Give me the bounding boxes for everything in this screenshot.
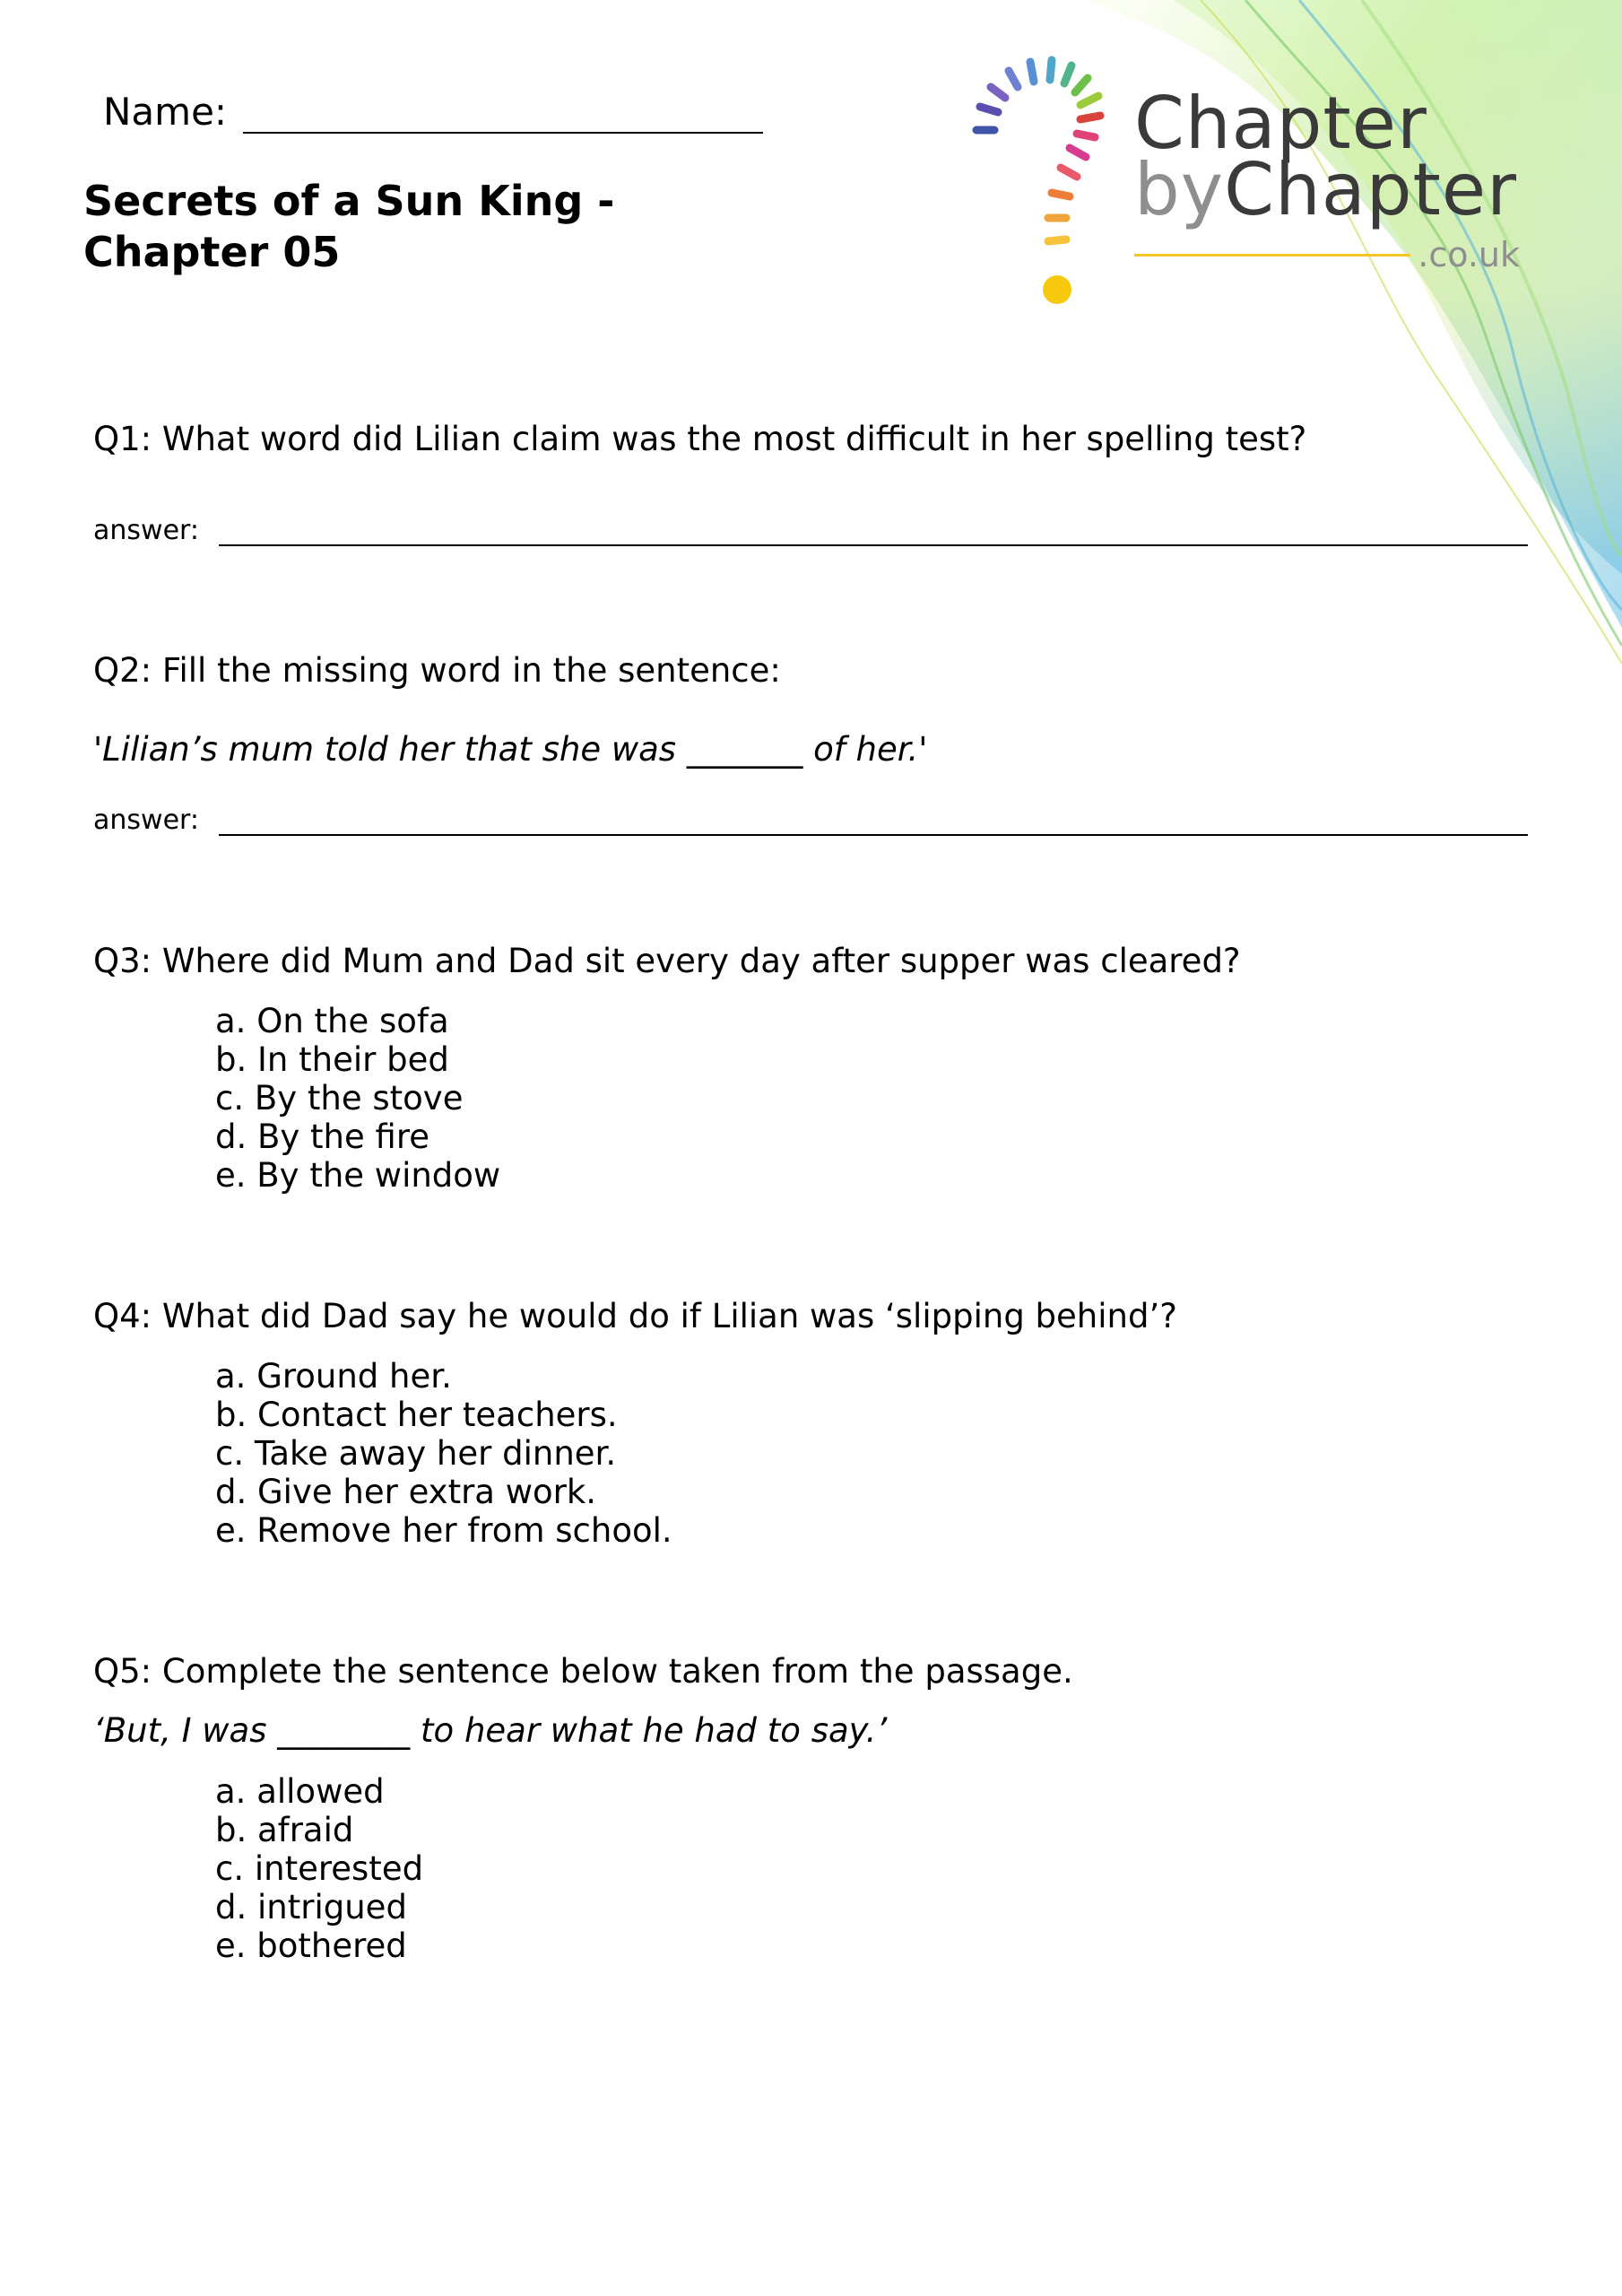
logo-couk: .co.uk [1418, 235, 1520, 274]
question-3-options [215, 1002, 500, 1195]
name-field-row [103, 90, 763, 134]
question-4: Q4: What did Dad say he would do if Lilian was ‘slipping behind’? [93, 1297, 1177, 1335]
logo-by: by [1134, 148, 1225, 231]
question-5-quote: ‘But, I was ________ to hear what he had to say.’ [93, 1711, 888, 1750]
answer-label: answer: [93, 804, 199, 836]
option-a[interactable]: a. allowed [215, 1772, 385, 1811]
worksheet-title: Secrets of a Sun King - Chapter 05 [83, 177, 615, 276]
name-blank-line[interactable] [243, 91, 763, 134]
question-2-quote: 'Lilian’s mum told her that she was _______ of her.' [93, 730, 928, 769]
option-d[interactable]: d. intrigued [215, 1888, 407, 1926]
option-a[interactable]: a. On the sofa [215, 1002, 449, 1040]
question-3: Q3: Where did Mum and Dad sit every day after supper was cleared? [93, 942, 1241, 980]
answer-line-q2[interactable] [219, 807, 1528, 836]
answer-label: answer: [93, 515, 199, 546]
logo-wordmark [1134, 82, 1517, 231]
option-c[interactable]: c. Take away her dinner. [215, 1434, 617, 1473]
question-2: Q2: Fill the missing word in the sentence: [93, 651, 781, 690]
option-b[interactable]: b. afraid [215, 1811, 354, 1849]
question-1: Q1: What word did Lilian claim was the most difficult in her spelling test? [93, 420, 1307, 458]
logo-line-bychapter [1134, 148, 1517, 231]
option-d[interactable]: d. By the fire [215, 1118, 430, 1156]
logo-chapter: Chapter [1224, 148, 1517, 231]
question-5: Q5: Complete the sentence below taken from the passage. [93, 1652, 1073, 1691]
option-b[interactable]: b. In their bed [215, 1040, 449, 1079]
name-label: Name: [103, 90, 228, 134]
answer-row-q2 [93, 804, 1528, 836]
question-5-options [215, 1772, 423, 1965]
option-a[interactable]: a. Ground her. [215, 1357, 452, 1396]
option-d[interactable]: d. Give her extra work. [215, 1473, 597, 1511]
option-b[interactable]: b. Contact her teachers. [215, 1396, 618, 1434]
answer-line-q1[interactable] [219, 517, 1528, 546]
logo-domain [1134, 235, 1520, 274]
logo-rule [1134, 254, 1410, 257]
option-e[interactable]: e. By the window [215, 1156, 501, 1195]
option-c[interactable]: c. interested [215, 1849, 424, 1888]
option-c[interactable]: c. By the stove [215, 1079, 464, 1118]
logo-line-chapter: Chapter [1134, 82, 1427, 165]
answer-row-q1 [93, 515, 1528, 546]
option-e[interactable]: e. bothered [215, 1926, 407, 1965]
option-e[interactable]: e. Remove her from school. [215, 1511, 672, 1550]
question-4-options [215, 1357, 672, 1550]
